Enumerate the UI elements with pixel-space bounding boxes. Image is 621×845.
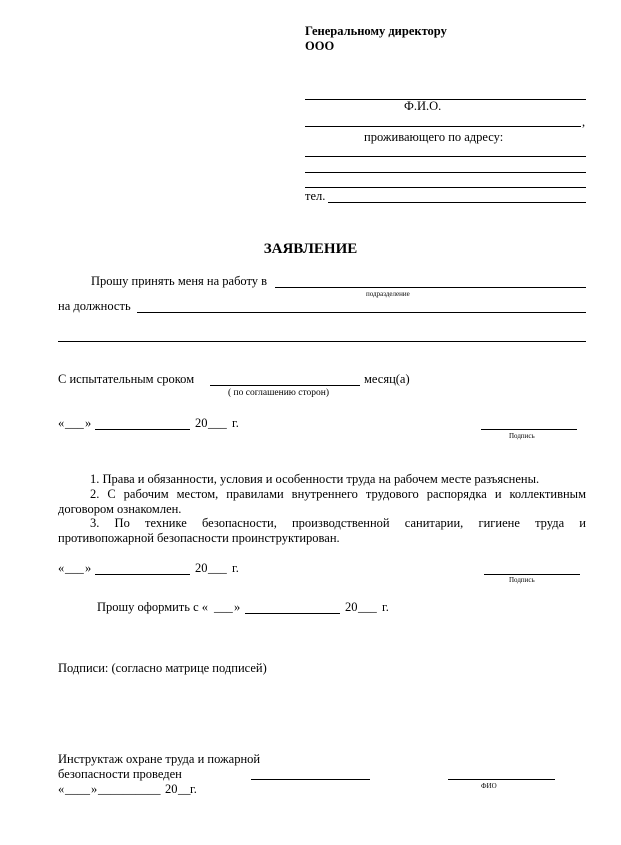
probation-line [210,385,360,386]
name-line [305,126,581,127]
date-1-year-prefix: 20 [195,416,208,430]
hire-text: Прошу принять меня на работу в [91,274,268,288]
position-line-2 [58,341,586,342]
registration-day-blank: ___ [214,600,233,614]
date-1-open-quote: « [58,416,65,430]
registration-year-prefix: 20 [345,600,358,614]
date-2-open-quote: « [58,561,65,575]
position-line [137,312,586,313]
acknowledgement-2: 2. С рабочим местом, правилами внутреннего трудового распорядка и коллективным договором ознакомлен. [58,487,586,516]
date-1-year-suffix: г. [232,416,239,430]
phone-line [328,202,586,203]
briefing-fio-caption: ФИО [481,782,497,790]
department-line [275,287,586,288]
addressee-line-2: ООО [305,39,335,53]
address-line-1 [305,156,586,157]
comma: , [582,115,586,129]
briefing-line-2: безопасности проведен [58,767,182,781]
signature-2-line [484,574,580,575]
date-2-year-prefix: 20 [195,561,208,575]
briefing-date-month-line: __________ [98,782,161,796]
address-line-2 [305,172,586,173]
position-label: на должность [58,299,131,313]
briefing-date-year-suffix: г. [190,782,197,796]
registration-month-line [245,613,340,614]
registration-year-suffix: г. [382,600,389,614]
registration-text: Прошу оформить с « [97,600,208,614]
fio-line [305,99,586,100]
address-caption: проживающего по адресу: [364,130,504,144]
agreement-caption: ( по соглашению сторон) [228,388,329,398]
date-2-year-blank: ___ [208,561,227,575]
date-1-month-line [95,429,190,430]
fio-caption: Ф.И.О. [404,99,442,113]
department-caption: подразделение [366,290,410,298]
briefing-date-year: 20 [165,782,178,796]
date-1-year-blank: ___ [208,416,227,430]
briefing-signature-line [251,779,370,780]
months-label: месяц(а) [364,372,410,386]
probation-label: С испытательным сроком [58,372,195,386]
phone-label: тел. [305,189,326,203]
date-2-year-suffix: г. [232,561,239,575]
signature-1-line [481,429,577,430]
acknowledgement-3: 3. По технике безопасности, производственной санитарии, гигиене труда и противопожарной безопасности проинструктирован. [58,516,586,545]
date-2-close-quote: » [85,561,92,575]
document-title: ЗАЯВЛЕНИЕ [263,241,358,257]
briefing-date-day-blank: ____ [65,782,90,796]
signature-2-caption: Подпись [509,576,535,584]
date-1-day-blank: ___ [65,416,84,430]
briefing-fio-line [448,779,555,780]
registration-year-blank: ___ [358,600,377,614]
signature-1-caption: Подпись [509,432,535,440]
date-2-month-line [95,574,190,575]
acknowledgement-1: 1. Права и обязанности, условия и особенности труда на рабочем месте разъяснены. [90,472,540,486]
date-1-close-quote: » [85,416,92,430]
signatures-note: Подписи: (согласно матрице подписей) [58,661,267,675]
briefing-date-open-quote: « [58,782,65,796]
registration-close-quote: » [234,600,241,614]
address-line-3 [305,187,586,188]
briefing-date-close-quote: » [91,782,98,796]
briefing-line-1: Инструктаж охране труда и пожарной [58,752,261,766]
date-2-day-blank: ___ [65,561,84,575]
addressee-line-1: Генеральному директору [305,24,447,38]
briefing-date-year-blank: __ [178,782,191,796]
